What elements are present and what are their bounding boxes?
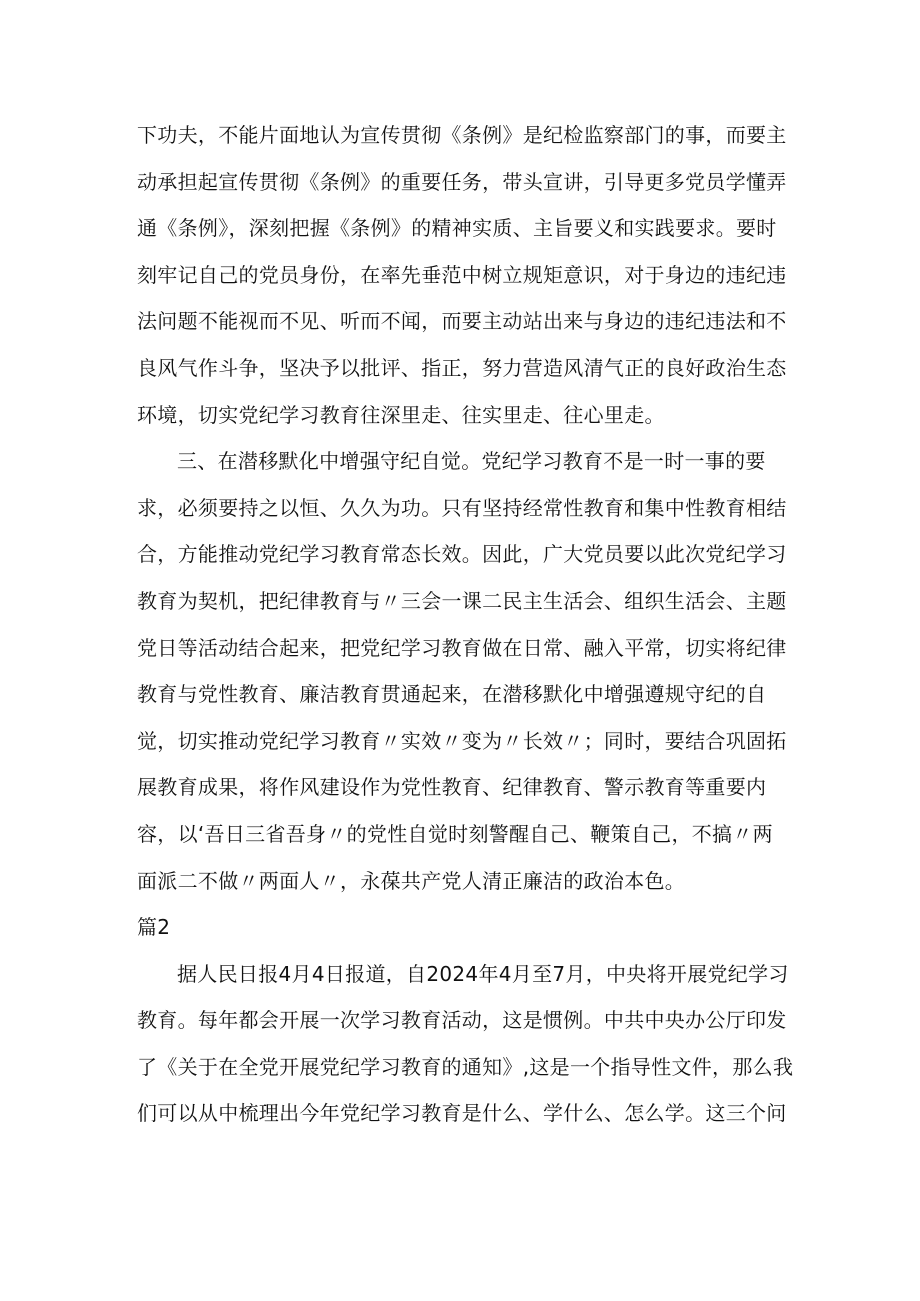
paragraph-article-two: [137, 951, 797, 1137]
text-line: 容，以‘吾日三省吾身〃的党性自觉时刻警醒自己、鞭策自己，不搞〃两: [137, 821, 773, 846]
section-heading: 篇2: [137, 915, 171, 940]
text-line: 求，必须要持之以恒、久久为功。只有坚持经常性教育和集中性教育相结: [137, 495, 787, 520]
text-line: 展教育成果，将作风建设作为党性教育、纪律教育、警示教育等重要内: [137, 775, 767, 800]
document-body: [137, 112, 797, 1137]
text-line: 良风气作斗争，坚决予以批评、指正，努力营造风清气正的良好政治生态: [137, 355, 787, 380]
text-line: 刻牢记自己的党员身份，在率先垂范中树立规矩意识，对于身边的违纪违: [137, 262, 787, 287]
text-line: 三、在潜移默化中增强守纪自觉。党纪学习教育不是一时一事的要: [177, 449, 766, 474]
text-line: 们可以从中梳理出今年党纪学习教育是什么、学什么、怎么学。这三个问: [137, 1101, 787, 1126]
text-line: 据人民日报4月4日报道，自2024年4月至7月，中央将开展党纪学习: [177, 961, 789, 986]
text-line: 面派二不做〃两面人〃，永葆共产党人清正廉洁的政治本色。: [137, 868, 686, 893]
text-line: 环境，切实党纪学习教育往深里走、往实里走、往心里走。: [137, 402, 665, 427]
text-line: 动承担起宣传贯彻《条例》的重要任务，带头宣讲，引导更多党员学懂弄: [137, 169, 787, 194]
text-line: 合，方能推动党纪学习教育常态长效。因此，广大党员要以此次党纪学习: [137, 542, 787, 567]
text-line: 教育。每年都会开展一次学习教育活动，这是惯例。中共中央办公厅印发: [137, 1008, 787, 1033]
paragraph-section-three: [137, 438, 797, 904]
text-line: 下功夫，不能片面地认为宣传贯彻《条例》是纪检监察部门的事，而要主: [137, 123, 787, 147]
text-line: 了《关于在全党开展党纪学习教育的通知》,这是一个指导性文件，那么我: [137, 1054, 794, 1079]
paragraph-continuation: [137, 112, 797, 438]
text-line: 党日等活动结合起来，把党纪学习教育做在日常、融入平常，切实将纪律: [137, 635, 787, 660]
text-line: 教育为契机，把纪律教育与〃三会一课二民主生活会、组织生活会、主题: [137, 588, 787, 613]
text-line: 觉，切实推动党纪学习教育〃实效〃变为〃长效〃；同时，要结合巩固拓: [137, 728, 787, 753]
text-line: 通《条例》，深刻把握《条例》的精神实质、主旨要义和实践要求。要时: [137, 216, 777, 241]
text-line: 法问题不能视而不见、听而不闻，而要主动站出来与身边的违纪违法和不: [137, 309, 787, 334]
text-line: 教育与党性教育、廉洁教育贯通起来，在潜移默化中增强遵规守纪的自: [137, 682, 767, 707]
